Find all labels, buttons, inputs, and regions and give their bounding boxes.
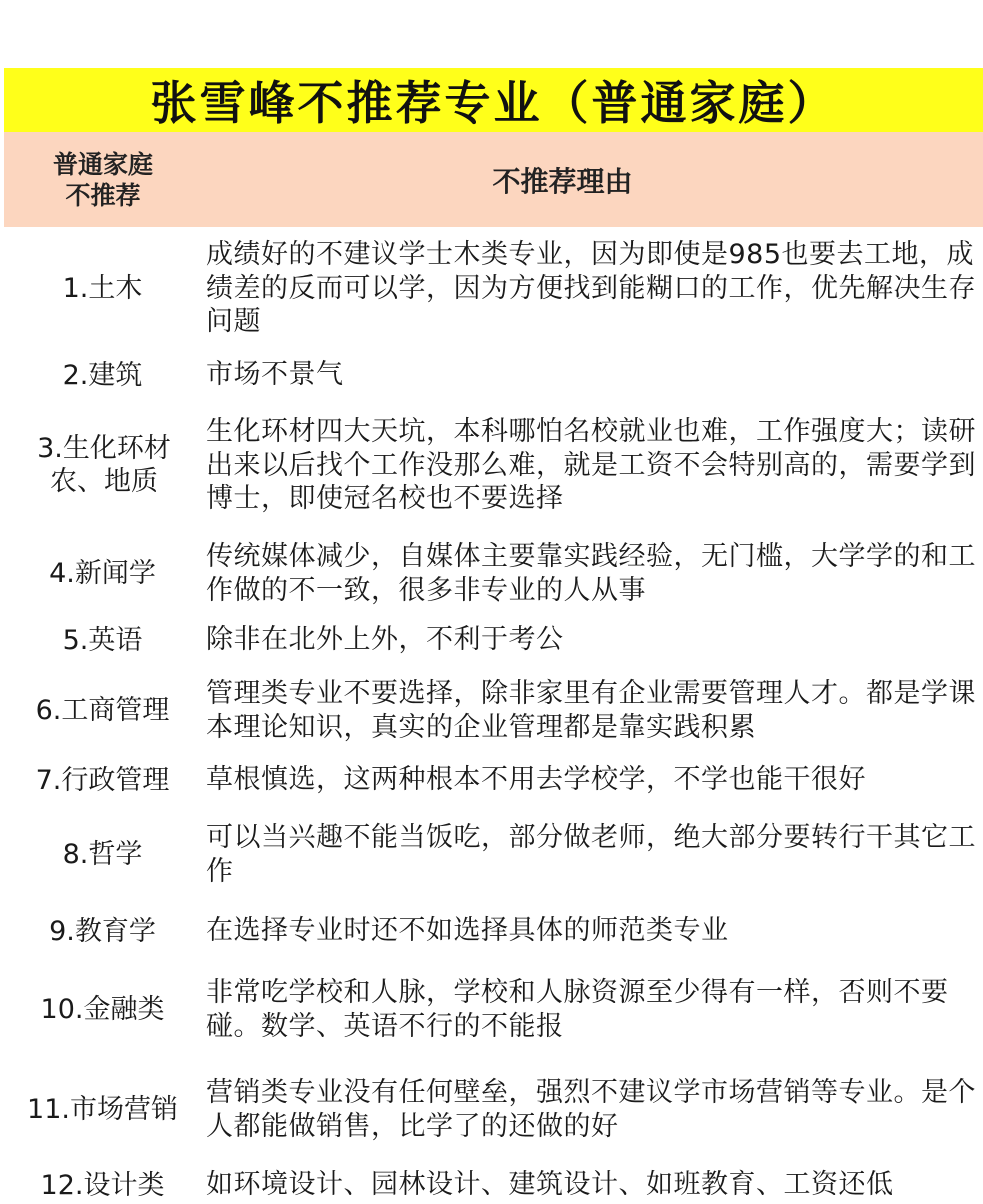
- row-major: 6.工商管理: [35, 694, 170, 726]
- row-reason: 可以当兴趣不能当饭吃，部分做老师，绝大部分要转行干其它工作: [206, 822, 976, 887]
- row-major: 11.市场营销: [27, 1093, 178, 1125]
- table-row: [0, 236, 983, 340]
- row-reason: 市场不景气: [206, 359, 344, 390]
- row-major: 2.建筑: [62, 359, 143, 391]
- table-row: [0, 356, 983, 394]
- row-major: 12.设计类: [40, 1169, 165, 1201]
- row-major: 7.行政管理: [35, 764, 170, 796]
- row-reason: 营销类专业没有任何壁垒，强烈不建议学市场营销等专业。是个人都能做销售，比学了的还做的好: [206, 1077, 976, 1142]
- table-row: [0, 621, 983, 659]
- row-reason: 除非在北外上外，不利于考公: [206, 624, 564, 655]
- row-reason: 在选择专业时还不如选择具体的师范类专业: [206, 915, 729, 946]
- table-row: [0, 538, 983, 608]
- row-major: 4.新闻学: [49, 557, 156, 589]
- table-row: [0, 1074, 983, 1144]
- table-row: [0, 761, 983, 799]
- row-major: 3.生化环材农、地质: [37, 433, 171, 497]
- header-col-major-line2: 不推荐: [65, 180, 141, 210]
- header-col-major: [4, 149, 202, 211]
- row-reason: 传统媒体减少，自媒体主要靠实践经验，无门槛，大学学的和工作做的不一致，很多非专业的人从事: [206, 541, 976, 606]
- row-major: 9.教育学: [49, 915, 156, 947]
- page-title: 张雪峰不推荐专业（普通家庭）: [4, 68, 983, 132]
- row-major: 10.金融类: [40, 993, 165, 1025]
- header-col-major-line1: 普通家庭: [52, 149, 153, 179]
- row-reason: 成绩好的不建议学士木类专业，因为即使是985也要去工地，成绩差的反而可以学，因为方便找到能糊口的工作，优先解决生存问题: [206, 239, 976, 337]
- table-row: [0, 974, 983, 1044]
- row-reason: 生化环材四大天坑，本科哪怕名校就业也难，工作强度大；读研出来以后找个工作没那么难，就是工资不会特别高的，需要学到博士，即使冠名校也不要选择: [206, 416, 976, 514]
- table-row: [0, 675, 983, 745]
- row-major: 5.英语: [62, 624, 143, 656]
- table-row: [0, 819, 983, 889]
- table-row: [0, 1166, 983, 1204]
- row-major: 8.哲学: [62, 838, 143, 870]
- table-row: [0, 912, 983, 950]
- row-major: 1.土木: [62, 272, 143, 304]
- header-col-reason: 不推荐理由: [492, 164, 633, 198]
- row-reason: 非常吃学校和人脉，学校和人脉资源至少得有一样，否则不要碰。数学、英语不行的不能报: [206, 977, 949, 1042]
- table-header: [4, 132, 983, 227]
- row-reason: 管理类专业不要选择，除非家里有企业需要管理人才。都是学课本理论知识，真实的企业管理都是靠实践积累: [206, 678, 976, 743]
- row-reason: 如环境设计、园林设计、建筑设计、如班教育、工资还低: [206, 1169, 894, 1200]
- row-reason: 草根慎选，这两种根本不用去学校学，不学也能干很好: [206, 764, 866, 795]
- table-row: [0, 413, 983, 517]
